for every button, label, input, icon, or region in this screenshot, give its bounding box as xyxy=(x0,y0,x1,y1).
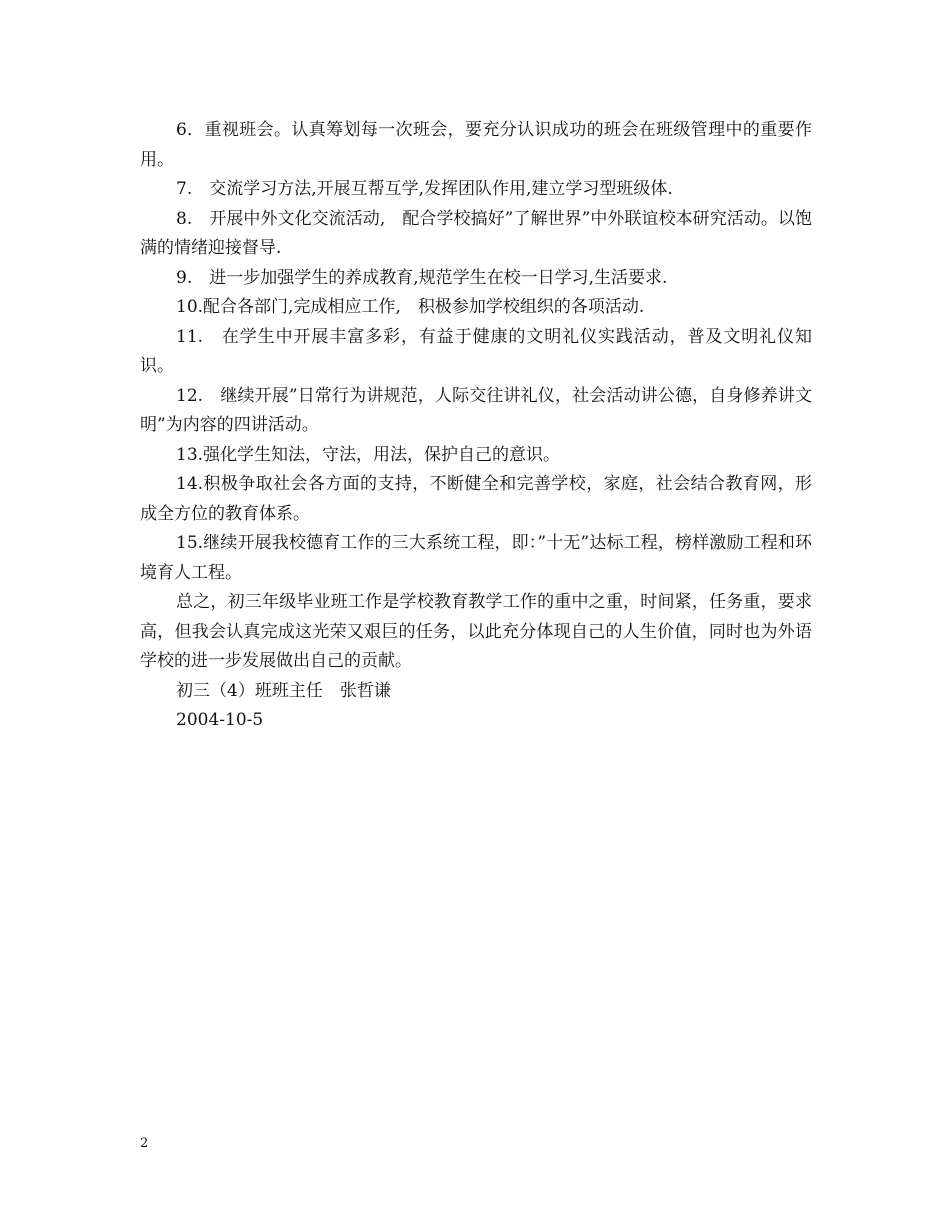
signature-line: 初三（4）班班主任 张哲谦 xyxy=(176,680,391,701)
date-line: 2004-10-5 xyxy=(176,710,264,730)
paragraph-item-7: 7. 交流学习方法,开展互帮互学,发挥团队作用,建立学习型班级体. xyxy=(176,179,673,199)
paragraph-item-9: 9. 进一步加强学生的养成教育,规范学生在校一日学习,生活要求. xyxy=(176,267,668,288)
paragraph-item-12: 12. 继续开展”日常行为讲规范，人际交往讲礼仪，社会活动讲公德，自身修养讲文明”为内容的四讲活动。 xyxy=(140,385,812,435)
summary-paragraph: 总之，初三年级毕业班工作是学校教育教学工作的重中之重，时间紧，任务重，要求高，但我会认真完成这光荣又艰巨的任务，以此充分体现自己的人生价值，同时也为外语学校的进一步发展做出自己的贡献。 xyxy=(140,592,812,671)
document-body xyxy=(140,116,812,736)
paragraph-item-11: 11. 在学生中开展丰富多彩，有益于健康的文明礼仪实践活动，普及文明礼仪知识。 xyxy=(140,326,812,376)
paragraph-item-14: 14.积极争取社会各方面的支持，不断健全和完善学校，家庭，社会结合教育网，形成全方位的教育体系。 xyxy=(140,474,812,524)
paragraph-item-15: 15.继续开展我校德育工作的三大系统工程，即：”十无”达标工程，榜样激励工程和环境育人工程。 xyxy=(140,533,812,583)
paragraph-item-13: 13.强化学生知法，守法，用法，保护自己的意识。 xyxy=(176,444,561,465)
page-number: 2 xyxy=(140,1136,149,1151)
paragraph-item-10: 10.配合各部门,完成相应工作, 积极参加学校组织的各项活动. xyxy=(176,297,645,317)
paragraph-item-8: 8. 开展中外文化交流活动, 配合学校搞好”了解世界”中外联谊校本研究活动。以饱满的情绪迎接督导. xyxy=(140,208,812,258)
paragraph-item-6: 6．重视班会。认真筹划每一次班会，要充分认识成功的班会在班级管理中的重要作用。 xyxy=(140,120,812,170)
